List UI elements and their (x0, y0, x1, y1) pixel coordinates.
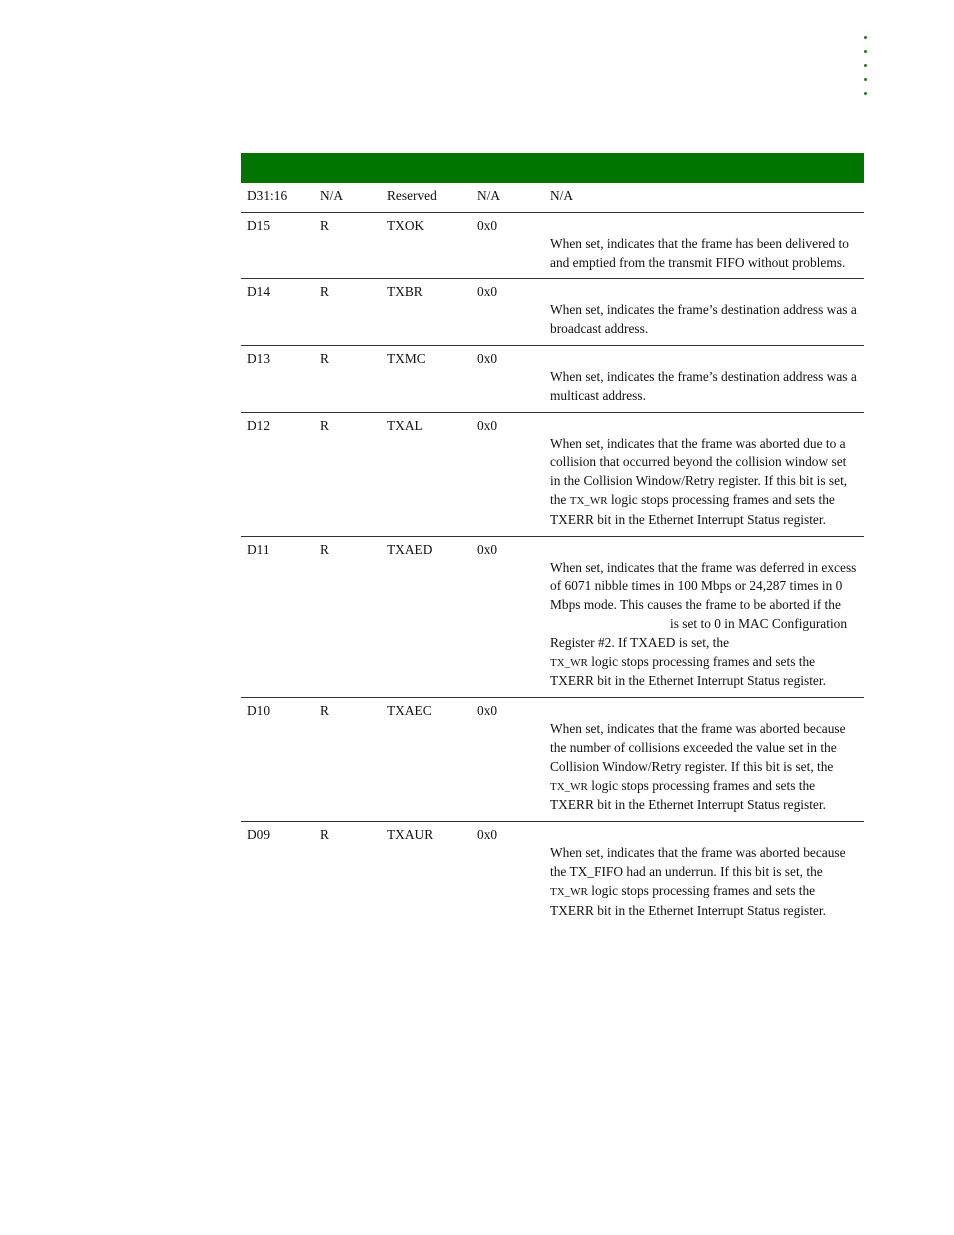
mnemonic-cell: TXBR (381, 279, 471, 346)
table-row (241, 279, 864, 346)
table-row (241, 345, 864, 412)
access-cell: R (314, 345, 381, 412)
access-cell: R (314, 698, 381, 822)
reset-cell: 0x0 (471, 345, 544, 412)
table-row (241, 212, 864, 279)
mnemonic-cell: TXMC (381, 345, 471, 412)
header-cell (471, 153, 544, 183)
description-part: logic stops processing frames and sets the TXERR bit in the Ethernet Interrupt Status register. (550, 777, 826, 813)
table-row (241, 536, 864, 698)
access-cell: N/A (314, 183, 381, 212)
access-cell: R (314, 279, 381, 346)
reset-cell: 0x0 (471, 698, 544, 822)
bits-cell: D14 (241, 279, 314, 346)
bits-cell: D10 (241, 698, 314, 822)
margin-dot (864, 50, 867, 53)
bits-cell: D09 (247, 827, 271, 843)
margin-dot (864, 64, 867, 67)
signal-name: TX_WR (550, 885, 588, 898)
margin-dot (864, 78, 867, 81)
description-part: logic stops processing frames and sets the TXERR bit in the Ethernet Interrupt Status register. (550, 491, 835, 527)
table-row (241, 412, 864, 536)
header-cell (241, 153, 314, 183)
access-cell: R (314, 212, 381, 279)
header-cell (314, 153, 381, 183)
access-cell: R (314, 536, 381, 698)
signal-name: TX_WR (550, 780, 588, 793)
description-part: When set, indicates that the frame was deferred in excess of 6071 nibble times in 100 Mbps or 24,287 times in 0 Mbps mode. This causes the frame to be aborted if the (550, 559, 857, 613)
description-part: logic stops processing frames and sets the TXERR bit in the Ethernet Interrupt Status register. (550, 882, 826, 918)
description-cell: N/A (544, 183, 864, 212)
mnemonic-cell: TXAED (381, 536, 471, 698)
description-cell (544, 212, 864, 279)
access-cell: R (320, 827, 329, 843)
bits-cell: D13 (241, 345, 314, 412)
description-part: When set, indicates that the frame was aborted because the TX_FIFO had an underrun. If this bit is set, the (550, 845, 846, 879)
description-text (550, 435, 858, 530)
header-cell (381, 153, 471, 183)
signal-name: TX_WR (569, 494, 608, 507)
bits-cell: D15 (241, 212, 314, 279)
mnemonic-cell: TXAEC (381, 698, 471, 822)
description-text (550, 559, 858, 692)
reset-cell: 0x0 (471, 412, 544, 536)
bits-cell: D12 (241, 412, 314, 536)
reset-cell: 0x0 (471, 279, 544, 346)
description-text: When set, indicates the frame’s destination address was a multicast address. (550, 368, 857, 403)
description-text (550, 720, 858, 815)
description-part: is set to 0 in MAC Configuration Register #2. If TXAED is set, the (550, 615, 848, 650)
table-row (241, 183, 864, 212)
reset-cell: 0x0 (471, 212, 544, 279)
bits-cell: D31:16 (241, 183, 314, 212)
register-bit-table (241, 153, 864, 926)
description-text (550, 844, 858, 920)
mnemonic-cell: TXAUR (387, 827, 434, 843)
margin-dot (864, 36, 867, 39)
description-cell (544, 822, 864, 927)
description-text: When set, indicates that the frame has been delivered to and emptied from the transmit FIFO without problems. (550, 235, 849, 270)
mnemonic-cell: Reserved (381, 183, 471, 212)
margin-dot-leader (864, 36, 870, 106)
reset-cell: 0x0 (477, 827, 498, 843)
description-part: logic stops processing frames and sets the TXERR bit in the Ethernet Interrupt Status register. (550, 653, 826, 689)
table-header-bar (241, 153, 864, 183)
table-row (241, 698, 864, 822)
description-text: When set, indicates the frame’s destination address was a broadcast address. (550, 302, 857, 337)
description-cell (544, 412, 864, 536)
description-cell (544, 698, 864, 822)
signal-name: TX_WR (550, 656, 588, 669)
header-cell (544, 153, 864, 183)
bits-cell: D11 (241, 536, 314, 698)
description-part: When set, indicates that the frame was aborted because the number of collisions exceeded the value set in the Collision Window/Retry register. If this bit is set, the (550, 721, 846, 774)
access-cell: R (314, 412, 381, 536)
mnemonic-cell: TXAL (381, 412, 471, 536)
description-part: When set, indicates that the frame was aborted due to a collision that occurred beyond the collision window set in the Collision Window/Retry register. If this bit is set, the (550, 435, 848, 507)
table-row (241, 822, 864, 927)
margin-dot (864, 92, 867, 95)
reset-cell: N/A (471, 183, 544, 212)
description-cell (544, 536, 864, 698)
mnemonic-cell: TXOK (381, 212, 471, 279)
reset-cell: 0x0 (471, 536, 544, 698)
description-cell (544, 345, 864, 412)
description-cell (544, 279, 864, 346)
